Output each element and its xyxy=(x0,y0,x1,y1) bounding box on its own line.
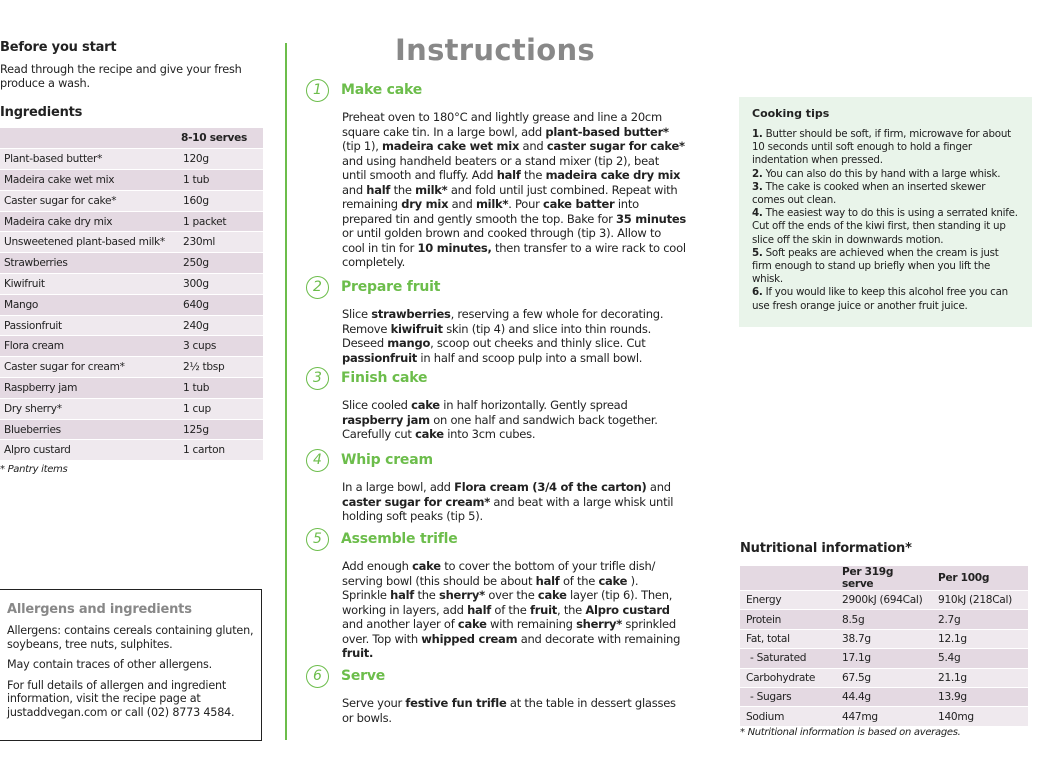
tip-number: 1. xyxy=(752,128,763,140)
pantry-footnote: * Pantry items xyxy=(0,464,68,476)
step-number-circle-icon: 4 xyxy=(306,449,329,472)
ingredient-row xyxy=(0,211,263,232)
nutrition-row xyxy=(740,687,1028,706)
per-serve-value: 44.4g xyxy=(836,687,932,706)
step-header xyxy=(306,80,686,100)
ingredient-name: Blueberries xyxy=(0,419,177,440)
ingredient-name: Flora cream xyxy=(0,336,177,357)
before-you-start-heading: Before you start xyxy=(0,40,117,55)
tip-number: 5. xyxy=(752,246,763,259)
ingredient-quantity: 1 packet xyxy=(177,211,263,232)
step-body: Slice strawberries, reserving a few whole for decorating. Remove kiwifruit skin (tip 4) and slice into thin rounds. Deseed mango, scoop out cheeks and thinly slice. Cut passionfruit in half and scoop pulp into a small bowl. xyxy=(342,307,664,365)
ingredient-quantity: 125g xyxy=(177,419,263,440)
per-100g-value: 5.4g xyxy=(932,649,1028,668)
step-header xyxy=(306,529,686,549)
nutrition-row xyxy=(740,610,1028,629)
ingredient-quantity: 1 cup xyxy=(177,398,263,419)
ingredient-row xyxy=(0,336,263,357)
step-body: In a large bowl, add Flora cream (3/4 of the carton) and caster sugar for cream* and beat with a large whisk until holding soft peaks (tip 5). xyxy=(342,480,674,523)
ingredient-quantity: 1 carton xyxy=(177,440,263,461)
cooking-tips-box xyxy=(739,97,1032,327)
tip-number: 3. xyxy=(752,180,763,193)
cooking-tip xyxy=(752,128,1019,168)
per-100g-value: 12.1g xyxy=(932,629,1028,648)
nutrient-name: Fat, total xyxy=(740,629,836,648)
nutrition-header-row xyxy=(740,566,1028,591)
step-number-circle-icon: 2 xyxy=(306,276,329,299)
instruction-step xyxy=(306,368,686,442)
ingredient-quantity: 230ml xyxy=(177,232,263,253)
nutrition-body xyxy=(740,591,1028,727)
ingredient-row xyxy=(0,253,263,274)
tip-text: You can also do this by hand with a large whisk. xyxy=(765,167,1001,180)
ingredient-name: Plant-based butter* xyxy=(0,149,177,170)
step-body: Slice cooled cake in half horizontally. Gently spread raspberry jam on one half and sandwich back together. Carefully cut cake into 3cm cubes. xyxy=(342,398,658,441)
ingredient-quantity: 640g xyxy=(177,294,263,315)
ingredients-table xyxy=(0,128,263,461)
ingredient-name: Kiwifruit xyxy=(0,274,177,295)
ingredient-column-header xyxy=(0,128,177,149)
before-you-start-text: Read through the recipe and give your fresh produce a wash. xyxy=(0,63,242,90)
tip-text: If you would like to keep this alcohol free you can use fresh orange juice or another fruit juice. xyxy=(752,286,1008,312)
step-title: Assemble trifle xyxy=(341,531,458,547)
per-serve-value: 8.5g xyxy=(836,610,932,629)
ingredients-body xyxy=(0,149,263,461)
step-number-circle-icon: 3 xyxy=(306,367,329,390)
step-title: Finish cake xyxy=(341,370,428,386)
nutrition-heading: Nutritional information* xyxy=(740,541,912,556)
ingredient-quantity: 1 tub xyxy=(177,378,263,399)
per-100g-value: 910kJ (218Cal) xyxy=(932,591,1028,610)
instructions-title: Instructions xyxy=(395,33,595,67)
allergens-traces: May contain traces of other allergens. xyxy=(7,658,212,671)
ingredient-name: Raspberry jam xyxy=(0,378,177,399)
allergens-details: For full details of allergen and ingredient information, visit the recipe page at justaddvegan.com or call (02) 8773 4584. xyxy=(7,678,235,719)
per-100g-value: 2.7g xyxy=(932,610,1028,629)
step-header xyxy=(306,277,686,297)
instruction-step xyxy=(306,666,686,725)
ingredient-name: Passionfruit xyxy=(0,315,177,336)
ingredients-heading: Ingredients xyxy=(0,105,83,120)
step-number-circle-icon: 6 xyxy=(306,665,329,688)
instruction-step xyxy=(306,450,686,524)
step-title: Whip cream xyxy=(341,452,433,468)
ingredient-row xyxy=(0,170,263,191)
step-header xyxy=(306,450,686,470)
ingredient-row xyxy=(0,190,263,211)
ingredient-quantity: 1 tub xyxy=(177,170,263,191)
ingredient-row xyxy=(0,398,263,419)
ingredient-name: Caster sugar for cake* xyxy=(0,190,177,211)
ingredient-quantity: 160g xyxy=(177,190,263,211)
per-100g-column-header: Per 100g xyxy=(932,566,1028,591)
nutrient-column-header xyxy=(740,566,836,591)
nutrition-row xyxy=(740,591,1028,610)
ingredient-quantity: 300g xyxy=(177,274,263,295)
ingredient-name: Madeira cake wet mix xyxy=(0,170,177,191)
cooking-tip xyxy=(752,181,1019,207)
ingredient-quantity: 250g xyxy=(177,253,263,274)
nutrition-table xyxy=(740,566,1028,727)
step-header xyxy=(306,666,686,686)
tip-text: Soft peaks are achieved when the cream is just firm enough to stand up briefly when you lift the whisk. xyxy=(752,246,999,286)
ingredient-name: Madeira cake dry mix xyxy=(0,211,177,232)
ingredient-name: Strawberries xyxy=(0,253,177,274)
step-body: Add enough cake to cover the bottom of your trifle dish/ serving bowl (this should be about half of the cake ). Sprinkle half the sherry* over the cake layer (tip 6). Then, working in layers, add half of the fruit, the Alpro custard and another layer of cake with remaining sherry* sprinkled over. Top with whipped cream and decorate with remaining fruit. xyxy=(342,559,681,660)
ingredient-row xyxy=(0,274,263,295)
ingredient-row xyxy=(0,315,263,336)
nutrient-name: Energy xyxy=(740,591,836,610)
ingredient-name: Mango xyxy=(0,294,177,315)
nutrient-name: - Saturated xyxy=(740,649,836,668)
ingredient-row xyxy=(0,419,263,440)
cooking-tip xyxy=(752,207,1019,247)
tip-number: 6. xyxy=(752,286,763,299)
step-number-circle-icon: 1 xyxy=(306,79,329,102)
ingredient-quantity: 2½ tbsp xyxy=(177,357,263,378)
allergens-heading: Allergens and ingredients xyxy=(7,602,192,617)
per-serve-value: 17.1g xyxy=(836,649,932,668)
per-100g-value: 21.1g xyxy=(932,668,1028,687)
nutrient-name: Carbohydrate xyxy=(740,668,836,687)
tip-number: 2. xyxy=(752,167,763,180)
cooking-tips-heading: Cooking tips xyxy=(752,107,830,120)
left-column xyxy=(0,40,264,475)
cooking-tips-list xyxy=(752,128,1019,313)
instruction-step xyxy=(306,529,686,661)
serves-column-header: 8-10 serves xyxy=(177,128,263,149)
nutrient-name: Protein xyxy=(740,610,836,629)
ingredient-row xyxy=(0,378,263,399)
ingredient-row xyxy=(0,440,263,461)
step-title: Prepare fruit xyxy=(341,279,441,295)
per-serve-column-header: Per 319g serve xyxy=(836,566,932,591)
tip-number: 4. xyxy=(752,207,763,220)
cooking-tip xyxy=(752,247,1019,287)
ingredient-quantity: 240g xyxy=(177,315,263,336)
ingredients-header-row xyxy=(0,128,263,149)
cooking-tip xyxy=(752,168,1019,181)
nutrition-row xyxy=(740,707,1028,726)
nutrition-row xyxy=(740,668,1028,687)
ingredient-row xyxy=(0,294,263,315)
nutrient-name: - Sugars xyxy=(740,687,836,706)
ingredient-name: Alpro custard xyxy=(0,440,177,461)
nutrition-footnote: * Nutritional information is based on averages. xyxy=(740,727,961,738)
step-title: Make cake xyxy=(341,82,423,98)
step-header xyxy=(306,368,686,388)
step-title: Serve xyxy=(341,668,386,684)
tip-text: The cake is cooked when an inserted skewer comes out clean. xyxy=(752,180,986,207)
step-body: Serve your festive fun trifle at the table in dessert glasses or bowls. xyxy=(342,696,676,725)
tip-text: The easiest way to do this is using a serrated knife. Cut off the ends of the kiwi first, then standing it up slice off the skin in downwards motion. xyxy=(752,207,1018,246)
per-serve-value: 447mg xyxy=(836,707,932,726)
instruction-step xyxy=(306,277,686,365)
column-divider xyxy=(285,43,287,740)
allergens-contains: Allergens: contains cereals containing gluten, soybeans, tree nuts, sulphites. xyxy=(7,624,254,651)
per-serve-value: 67.5g xyxy=(836,668,932,687)
per-serve-value: 2900kJ (694Cal) xyxy=(836,591,932,610)
allergens-box xyxy=(0,589,262,741)
step-body: Preheat oven to 180°C and lightly grease and line a 20cm square cake tin. In a large bowl, add plant-based butter* (tip 1), madeira cake wet mix and caster sugar for cake* and using handheld beaters or a stand mixer (tip 2), beat until smooth and fluffy. Add half the madeira cake dry mix and half the milk* and fold until just combined. Repeat with remaining dry mix and milk*. Pour cake batter into prepared tin and gently smooth the top. Bake for 35 minutes or until golden brown and cooked through (tip 3). Allow to cool in tin for 10 minutes, then transfer to a wire rack to cool completely. xyxy=(342,110,686,269)
ingredient-name: Unsweetened plant-based milk* xyxy=(0,232,177,253)
cooking-tip xyxy=(752,286,1019,312)
nutrition-row xyxy=(740,629,1028,648)
step-number-circle-icon: 5 xyxy=(306,528,329,551)
per-100g-value: 140mg xyxy=(932,707,1028,726)
ingredient-quantity: 3 cups xyxy=(177,336,263,357)
ingredient-row xyxy=(0,149,263,170)
ingredient-row xyxy=(0,232,263,253)
nutrition-row xyxy=(740,649,1028,668)
ingredient-quantity: 120g xyxy=(177,149,263,170)
ingredient-name: Caster sugar for cream* xyxy=(0,357,177,378)
ingredient-row xyxy=(0,357,263,378)
nutrient-name: Sodium xyxy=(740,707,836,726)
tip-text: Butter should be soft, if firm, microwave for about 10 seconds until soft enough to hold a finger indentation when pressed. xyxy=(752,128,1011,167)
ingredient-name: Dry sherry* xyxy=(0,398,177,419)
per-serve-value: 38.7g xyxy=(836,629,932,648)
per-100g-value: 13.9g xyxy=(932,687,1028,706)
instruction-step xyxy=(306,80,686,270)
